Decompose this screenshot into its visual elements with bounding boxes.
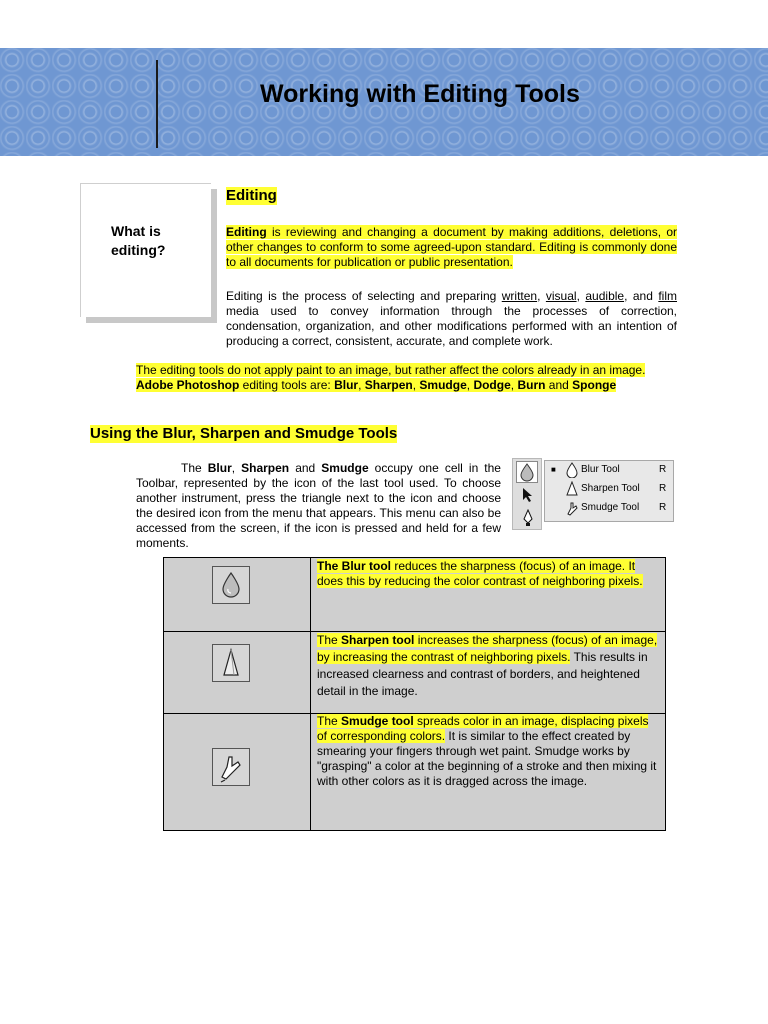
- menu-item-sharpen[interactable]: [549, 480, 673, 498]
- process-text-a: Editing is the process of selecting and preparing: [226, 289, 502, 303]
- section-sharpen: Sharpen: [241, 461, 290, 475]
- tool-name: The Blur tool: [317, 559, 391, 573]
- tool-flyout-menu: [512, 458, 674, 530]
- blur-drop-icon: [517, 462, 537, 482]
- tool-sponge: Sponge: [572, 378, 617, 392]
- banner-divider: [156, 60, 158, 148]
- description-cell: [311, 714, 666, 831]
- editing-definition: [226, 225, 677, 270]
- selected-bullet-icon: ■: [551, 465, 556, 474]
- tool-smudge: Smudge: [419, 378, 467, 392]
- smudge-finger-icon: [565, 500, 579, 516]
- header-banner: [0, 48, 768, 156]
- and-text: and: [545, 378, 573, 392]
- sep: ,: [412, 378, 420, 392]
- menu-item-label: Blur Tool: [581, 464, 620, 475]
- tools-intro: [136, 363, 696, 393]
- process-sep-1: ,: [537, 289, 546, 303]
- sharpen-tool-icon-frame: [212, 644, 250, 682]
- tool-name: Smudge tool: [341, 714, 414, 728]
- section-text-a: The: [181, 461, 208, 475]
- sharpen-cone-icon: [213, 645, 249, 681]
- menu-item-label: Smudge Tool: [581, 502, 640, 513]
- page-title: Working with Editing Tools: [260, 80, 580, 108]
- link-visual[interactable]: visual: [545, 289, 577, 303]
- link-written[interactable]: written: [501, 289, 538, 303]
- sharpen-cone-icon: [565, 481, 579, 497]
- table-row: [164, 632, 666, 714]
- toolbar-blur-cell[interactable]: [516, 461, 538, 483]
- tool-dodge: Dodge: [473, 378, 511, 392]
- app-name: Adobe Photoshop: [136, 378, 240, 392]
- menu-item-smudge[interactable]: [549, 499, 673, 517]
- section-blur: Blur: [207, 461, 232, 475]
- sep: ,: [466, 378, 474, 392]
- section-heading: Using the Blur, Sharpen and Smudge Tools: [90, 425, 398, 442]
- process-text-b: , and: [624, 289, 659, 303]
- sep: ,: [358, 378, 365, 392]
- tool-blur: Blur: [334, 378, 359, 392]
- section-text-c: and: [289, 461, 322, 475]
- description-cell: [311, 632, 666, 714]
- section-text-d: occupy one cell in the Toolbar, represented by the icon of the last tool used. To choose another instrument, press the triangle next to the icon and choose the desired icon from the menu that appears. This menu can also be accessed from the screen, if the icon is pressed and held for a few moments.: [136, 461, 501, 550]
- menu-item-shortcut: R: [659, 502, 667, 513]
- arrow-tool-icon[interactable]: [521, 487, 535, 503]
- icon-cell: [164, 558, 311, 632]
- table-row: [164, 558, 666, 632]
- tool-prefix: The: [317, 714, 342, 728]
- tool-burn: Burn: [517, 378, 546, 392]
- link-audible[interactable]: audible: [585, 289, 625, 303]
- definition-term: Editing: [226, 225, 267, 239]
- tool-desc-rest: It is similar to the effect created by smearing your fingers through wet paint. Smudge works by "grasping" a color at the beginning of a stroke and then mixing it with other colors as it is dragged across the image.: [317, 729, 657, 788]
- toolbar-column: [512, 458, 542, 530]
- menu-item-blur[interactable]: [549, 461, 673, 479]
- question-text: What is editing?: [111, 223, 166, 258]
- pen-tool-icon[interactable]: [521, 509, 535, 527]
- process-sep-2: ,: [576, 289, 586, 303]
- tool-menu-list: [544, 460, 674, 522]
- tool-name: Sharpen tool: [341, 633, 415, 647]
- blur-tool-icon-frame: [212, 566, 250, 604]
- smudge-tool-icon-frame: [212, 748, 250, 786]
- section-smudge: Smudge: [321, 461, 369, 475]
- editing-process-paragraph: [226, 289, 677, 349]
- tool-desc-highlight: spreads color in an image, displacing pixels of corresponding colors.: [317, 714, 649, 743]
- section-text-b: ,: [231, 461, 242, 475]
- description-cell: [311, 558, 666, 632]
- tools-intro-mid: editing tools are:: [239, 378, 335, 392]
- menu-item-shortcut: R: [659, 464, 667, 475]
- icon-cell: [164, 632, 311, 714]
- question-box: [80, 183, 211, 317]
- definition-text: is reviewing and changing a document by making additions, deletions, or other changes to conform to some agreed-upon standard. Editing is commonly done to all documents for publication or public presentation.: [226, 225, 677, 269]
- table-row: [164, 714, 666, 831]
- tools-intro-line1: The editing tools do not apply paint to an image, but rather affect the colors already in an image.: [136, 363, 646, 377]
- blur-drop-icon: [213, 567, 249, 603]
- tools-table: [163, 557, 666, 831]
- link-film[interactable]: film: [658, 289, 678, 303]
- sep: ,: [510, 378, 518, 392]
- tool-desc-highlight: increases the sharpness (focus) of an image, by increasing the contrast of neighboring pixels.: [317, 633, 658, 664]
- section-paragraph: [136, 461, 501, 551]
- menu-item-label: Sharpen Tool: [581, 483, 640, 494]
- menu-item-shortcut: R: [659, 483, 667, 494]
- editing-heading: Editing: [226, 187, 277, 204]
- tool-sharpen: Sharpen: [364, 378, 413, 392]
- icon-cell: [164, 714, 311, 831]
- process-text-c: media used to convey information through the processes of correction, condensation, organization, and other modifications performed with an intention of producing a correct, consistent, accurate, and complete work.: [226, 304, 677, 348]
- blur-drop-icon: [565, 462, 579, 478]
- tool-prefix: The: [317, 633, 342, 647]
- tool-desc-rest: This results in increased clearness and contrast of borders, and heightened detail in the image.: [317, 650, 648, 698]
- tool-desc-highlight: reduces the sharpness (focus) of an image. It does this by reducing the color contrast of neighboring pixels.: [317, 559, 643, 588]
- smudge-finger-icon: [213, 749, 249, 785]
